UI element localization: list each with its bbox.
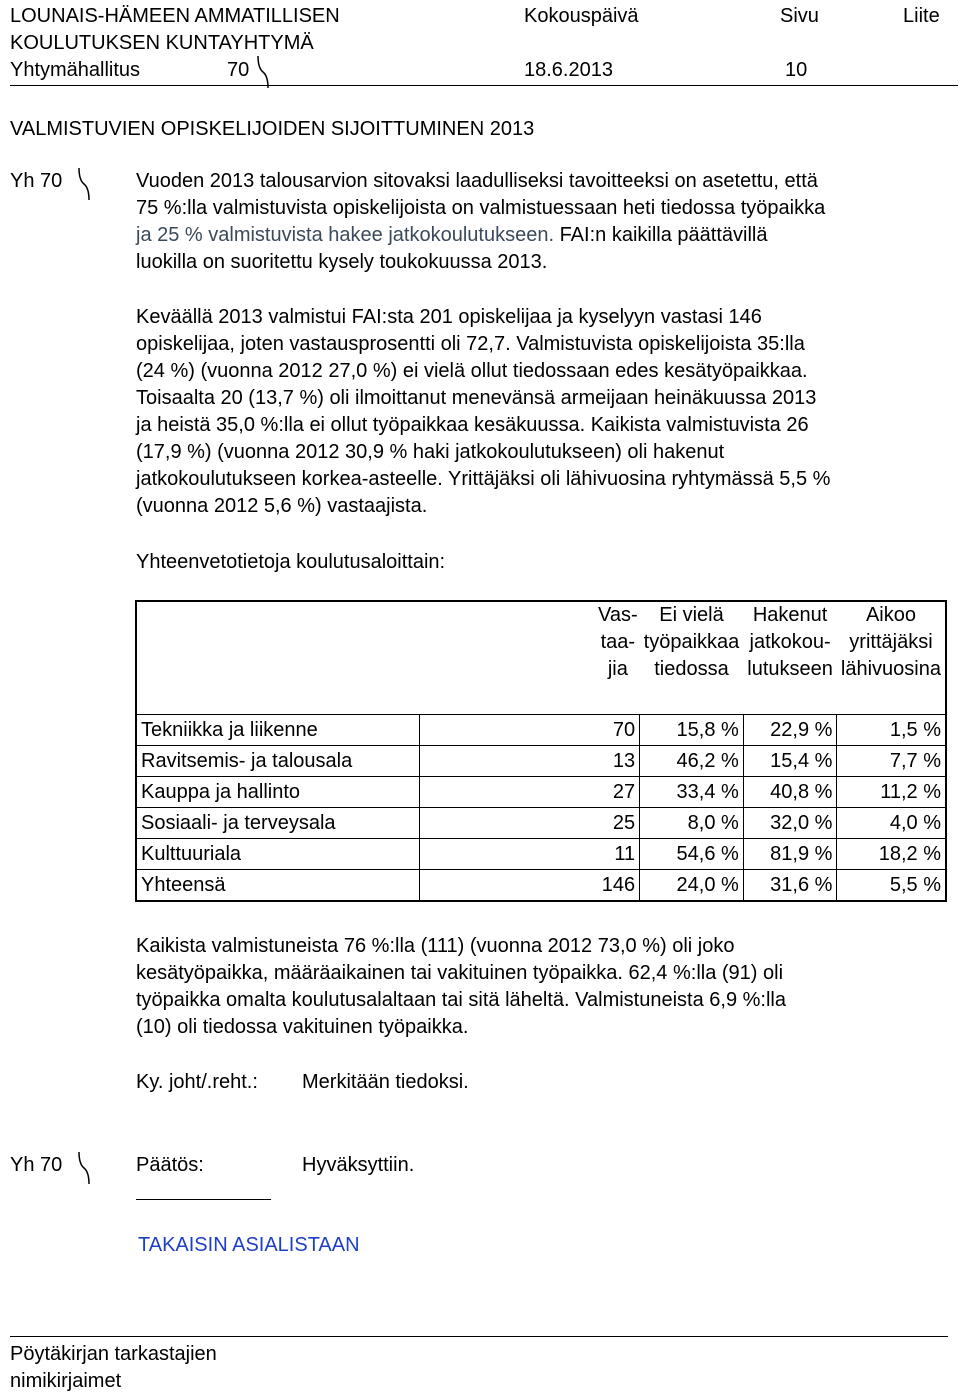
document-title: VALMISTUVIEN OPISKELIJOIDEN SIJOITTUMINEN 2013 — [10, 118, 535, 140]
body-line: opiskelijaa, joten vastausprosentti oli 72,7. Valmistuvista opiskelijoista 35:lla — [136, 333, 805, 355]
intro-line: 75 %:lla valmistuvista opiskelijoista on valmistuessaan heti tiedossa työpaikka — [136, 197, 826, 219]
header-divider — [10, 85, 958, 86]
table-row-label: Tekniikka ja liikenne — [136, 715, 419, 746]
body-line: (24 %) (vuonna 2012 27,0 %) ei vielä ollut tiedossaan edes kesätyöpaikkaa. — [136, 360, 808, 382]
section-mark-icon — [78, 1150, 90, 1186]
decision-text: Hyväksyttiin. — [302, 1154, 415, 1176]
table-row — [136, 777, 946, 808]
meeting-date: 18.6.2013 — [524, 59, 613, 81]
results-paragraph — [136, 304, 948, 520]
org-name-line1: LOUNAIS-HÄMEEN AMMATILLISEN — [10, 5, 340, 27]
proposal-text: Merkitään tiedoksi. — [302, 1071, 469, 1093]
table-cell: 31,6 % — [743, 870, 837, 902]
table-header-cell — [136, 601, 419, 715]
footer-divider — [10, 1336, 948, 1337]
col-header-no-job: Ei vielä työpaikkaa tiedossa — [643, 604, 740, 680]
intro-line: ja 25 % valmistuvista hakee jatkokoulutukseen. — [136, 224, 555, 246]
body-line: jatkokoulutukseen korkea-asteelle. Yrittäjäksi oli lähivuosina ryhtymässä 5,5 % — [136, 468, 831, 490]
table-cell: 81,9 % — [743, 839, 837, 870]
proposal-label: Ky. joht/.reht.: — [136, 1071, 258, 1093]
col-header-respondents: Vas- taa- jia — [598, 604, 638, 680]
intro-paragraph — [136, 168, 948, 276]
table-cell: 70 — [419, 715, 640, 746]
decision-label: Päätös: — [136, 1154, 204, 1176]
intro-line: luokilla on suoritettu kysely toukokuussa 2013. — [136, 251, 548, 273]
col-header-entrepreneur: Aikoo yrittäjäksi lähivuosina — [840, 604, 941, 680]
table-row — [136, 715, 946, 746]
decision-underline — [136, 1199, 271, 1200]
table-cell: 15,4 % — [743, 746, 837, 777]
table-cell: 32,0 % — [743, 808, 837, 839]
table-cell: 40,8 % — [743, 777, 837, 808]
closing-line: (10) oli tiedossa vakituinen työpaikka. — [136, 1016, 469, 1038]
table-cell: 11,2 % — [837, 777, 946, 808]
table-row — [136, 870, 946, 902]
table-row — [136, 839, 946, 870]
closing-line: työpaikka omalta koulutusalaltaan tai sitä läheltä. Valmistuneista 6,9 %:lla — [136, 989, 786, 1011]
body-name: Yhtymähallitus — [10, 59, 141, 81]
closing-line: Kaikista valmistuneista 76 %:lla (111) (vuonna 2012 73,0 %) oli joko — [136, 935, 735, 957]
section-mark-icon — [78, 166, 90, 202]
table-cell: 24,0 % — [640, 870, 744, 902]
table-header-cell — [640, 601, 744, 715]
table-cell: 22,9 % — [743, 715, 837, 746]
body-line: (vuonna 2012 5,6 %) vastaajista. — [136, 495, 428, 517]
table-cell: 15,8 % — [640, 715, 744, 746]
table-cell: 7,7 % — [837, 746, 946, 777]
table-cell: 54,6 % — [640, 839, 744, 870]
page-label: Sivu — [780, 5, 819, 27]
footer-reviewers-line2: nimikirjaimet — [10, 1370, 122, 1392]
table-row-label: Kauppa ja hallinto — [136, 777, 419, 808]
section-number: 70 — [227, 59, 250, 81]
table-header-row — [136, 601, 946, 715]
table-cell: 4,0 % — [837, 808, 946, 839]
table-cell: 33,4 % — [640, 777, 744, 808]
table-row — [136, 746, 946, 777]
table-cell: 46,2 % — [640, 746, 744, 777]
decision-reference: Yh 70 — [10, 1154, 63, 1176]
meeting-date-label: Kokouspäivä — [524, 5, 639, 27]
table-row-label: Ravitsemis- ja talousala — [136, 746, 419, 777]
statistics-table — [135, 600, 947, 902]
body-line: (17,9 %) (vuonna 2012 30,9 % haki jatkokoulutukseen) oli hakenut — [136, 441, 725, 463]
table-cell: 27 — [419, 777, 640, 808]
table-row-label: Sosiaali- ja terveysala — [136, 808, 419, 839]
table-cell: 1,5 % — [837, 715, 946, 746]
table-row — [136, 808, 946, 839]
summary-heading: Yhteenvetotietoja koulutusaloittain: — [136, 551, 446, 573]
intro-line: Vuoden 2013 talousarvion sitovaksi laadulliseksi tavoitteeksi on asetettu, että — [136, 170, 818, 192]
page-number: 10 — [785, 59, 808, 81]
footer-reviewers-line1: Pöytäkirjan tarkastajien — [10, 1343, 217, 1365]
intro-line: FAI:n kaikilla päättävillä — [554, 224, 768, 246]
table-cell: 18,2 % — [837, 839, 946, 870]
table-cell: 25 — [419, 808, 640, 839]
table-cell: 11 — [419, 839, 640, 870]
table-cell: 5,5 % — [837, 870, 946, 902]
table-cell: 13 — [419, 746, 640, 777]
table-cell: 146 — [419, 870, 640, 902]
table-header-cell — [419, 601, 640, 715]
body-line: ja heistä 35,0 %:lla ei ollut työpaikkaa kesäkuussa. Kaikista valmistuvista 26 — [136, 414, 809, 436]
table-row-label: Kulttuuriala — [136, 839, 419, 870]
attachment-label: Liite — [903, 5, 940, 27]
body-line: Toisaalta 20 (13,7 %) oli ilmoittanut menevänsä armeijaan heinäkuussa 2013 — [136, 387, 817, 409]
table-header-cell — [837, 601, 946, 715]
body-line: Keväällä 2013 valmistui FAI:sta 201 opiskelijaa ja kyselyyn vastasi 146 — [136, 306, 762, 328]
back-to-agenda-link[interactable]: TAKAISIN ASIALISTAAN — [138, 1234, 360, 1256]
closing-line: kesätyöpaikka, määräaikainen tai vakituinen työpaikka. 62,4 %:lla (91) oli — [136, 962, 784, 984]
closing-paragraph — [136, 933, 948, 1041]
table-row-label: Yhteensä — [136, 870, 419, 902]
table-cell: 8,0 % — [640, 808, 744, 839]
org-name-line2: KOULUTUKSEN KUNTAYHTYMÄ — [10, 32, 314, 54]
col-header-further-education: Hakenut jatkokou- lutukseen — [747, 604, 833, 680]
table-header-cell — [743, 601, 837, 715]
section-reference: Yh 70 — [10, 170, 63, 192]
